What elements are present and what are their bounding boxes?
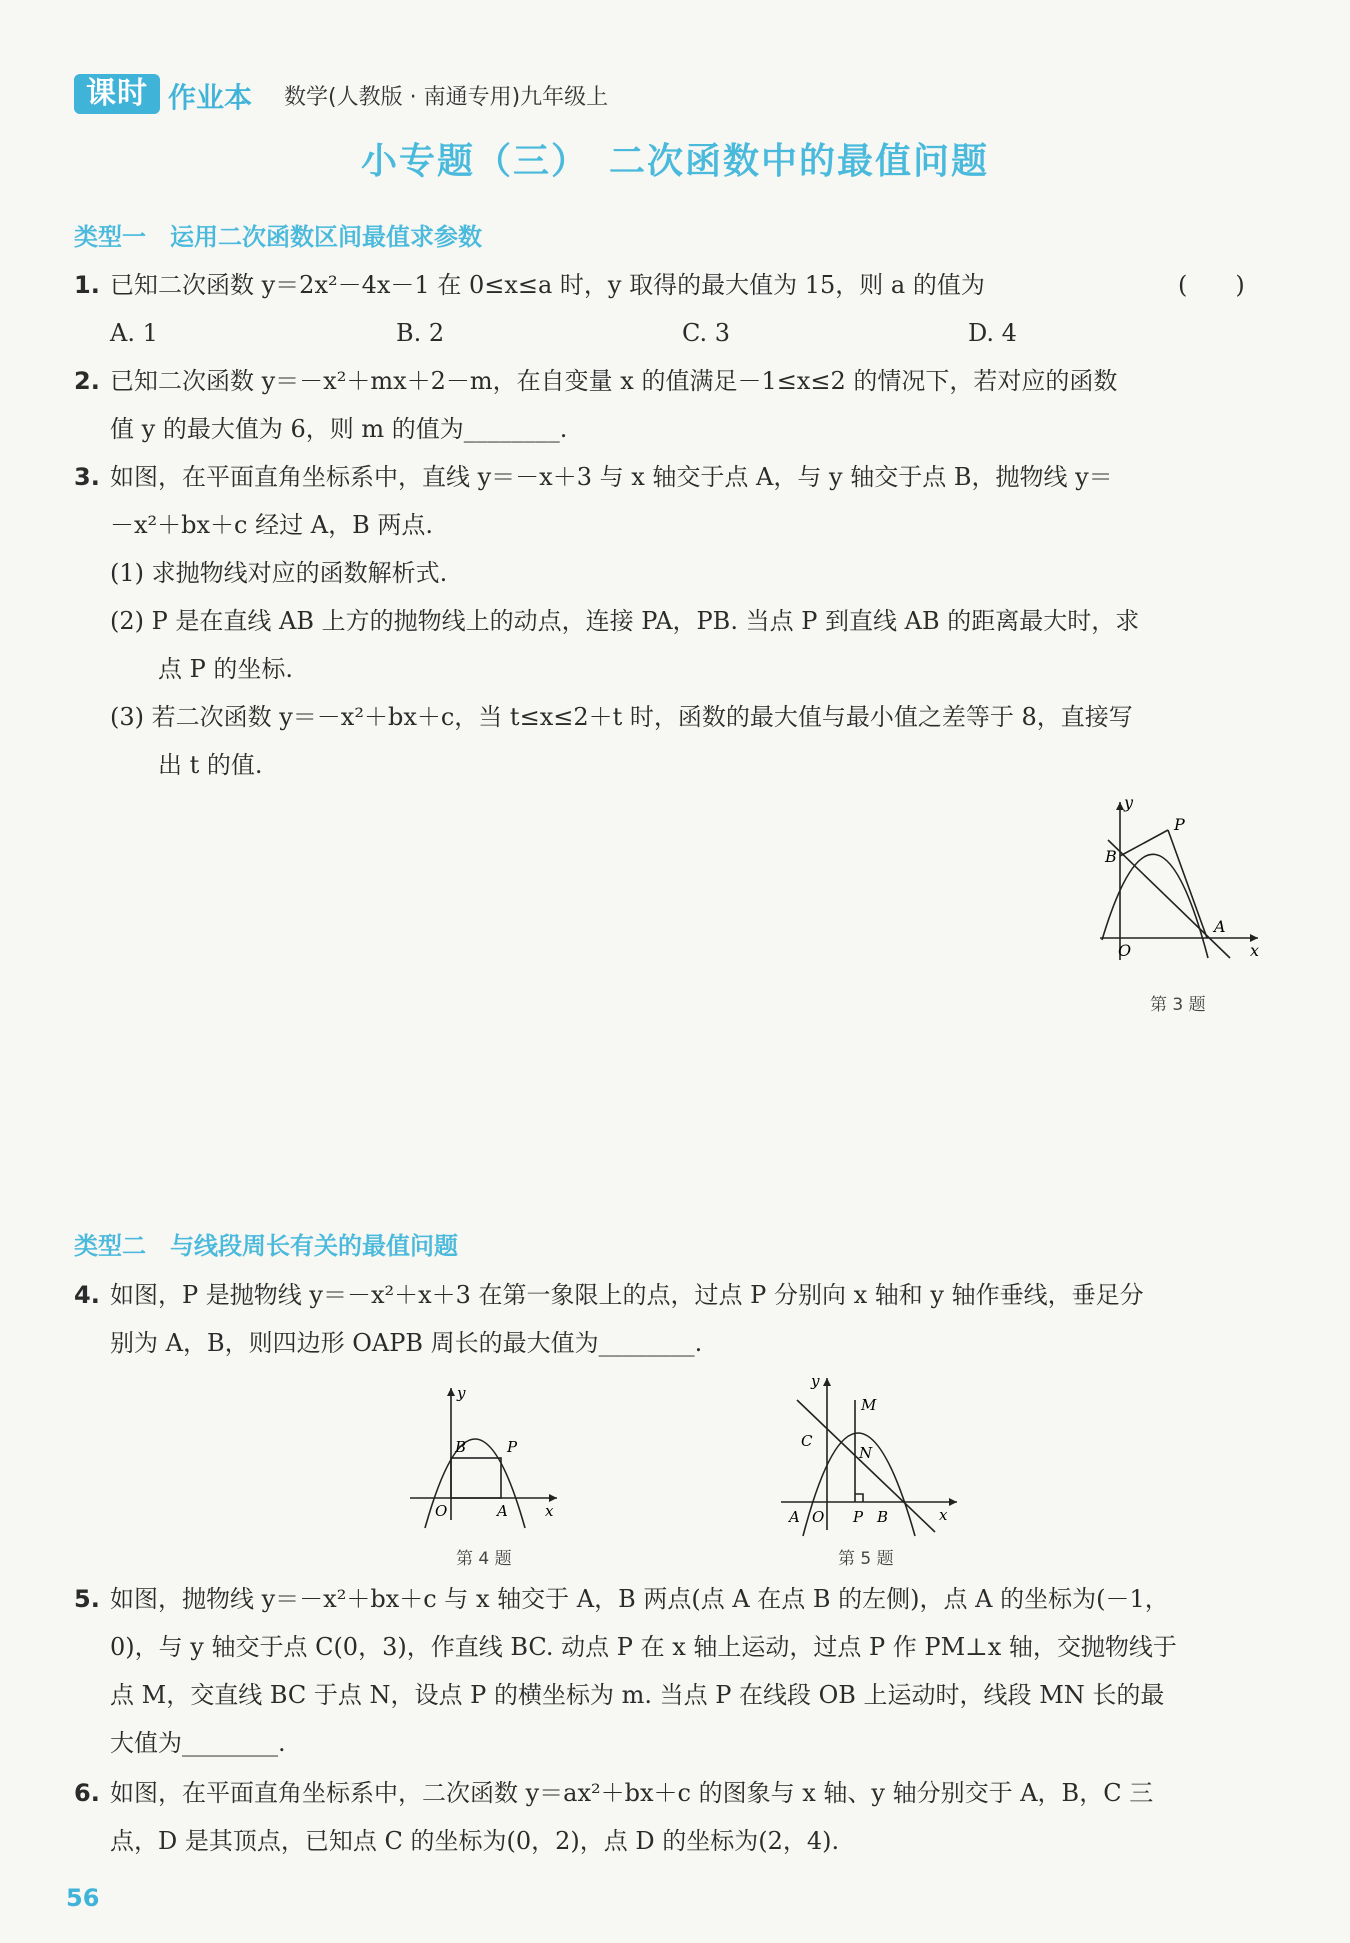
- problem-5-line-3: 点 M，交直线 BC 于点 N，设点 P 的横坐标为 m. 当点 P 在线段 OB 上运动时，线段 MN 长的最: [110, 1681, 1165, 1709]
- fig5-label-x: x: [939, 1506, 948, 1524]
- problem-2-number: 2.: [74, 367, 100, 395]
- fig5-label-y: y: [811, 1372, 820, 1390]
- fig5-label-p: P: [853, 1508, 864, 1526]
- problem-4-line-1: 如图，P 是抛物线 y＝－x²＋x＋3 在第一象限上的点，过点 P 分别向 x 轴和 y 轴作垂线，垂足分: [110, 1281, 1144, 1309]
- fig5-label-a: A: [789, 1508, 800, 1526]
- page-title: 小专题（三） 二次函数中的最值问题: [360, 141, 989, 182]
- fig4-label-o: O: [435, 1502, 448, 1520]
- figure-4-caption: 第 4 题: [456, 1549, 512, 1569]
- problem-2-line-2: 值 y 的最大值为 6，则 m 的值为________.: [110, 415, 568, 443]
- problem-1-number: 1.: [74, 271, 100, 299]
- fig3-label-y: y: [1124, 793, 1134, 812]
- fig5-label-c: C: [801, 1432, 813, 1450]
- brand-badge: 课时: [74, 74, 160, 114]
- problem-6-line-1: 如图，在平面直角坐标系中，二次函数 y＝ax²＋bx＋c 的图象与 x 轴、y 轴分别交于 A，B，C 三: [110, 1779, 1154, 1807]
- fig3-label-b: B: [1105, 847, 1117, 866]
- figure-5: [775, 1370, 965, 1540]
- problem-1-text: 已知二次函数 y＝2x²－4x－1 在 0≤x≤a 时，y 取得的最大值为 15，则 a 的值为: [110, 271, 985, 299]
- problem-3-sub-3-line-2: 出 t 的值.: [158, 751, 263, 779]
- fig3-label-p: P: [1174, 815, 1185, 834]
- fig4-label-x: x: [545, 1502, 554, 1520]
- problem-3-sub-3-line-1: (3) 若二次函数 y＝－x²＋bx＋c，当 t≤x≤2＋t 时，函数的最大值与最小值之差等于 8，直接写: [110, 703, 1133, 731]
- problem-5-line-1: 如图，抛物线 y＝－x²＋bx＋c 与 x 轴交于 A，B 两点(点 A 在点 B 的左侧)，点 A 的坐标为(－1，: [110, 1585, 1169, 1613]
- problem-3-sub-2-line-1: (2) P 是在直线 AB 上方的抛物线上的动点，连接 PA，PB. 当点 P 到直线 AB 的距离最大时，求: [110, 607, 1140, 635]
- problem-3-sub-2-line-2: 点 P 的坐标.: [158, 655, 294, 683]
- problem-3-line-2: －x²＋bx＋c 经过 A，B 两点.: [110, 511, 433, 539]
- fig3-segment-pb: [1120, 830, 1168, 856]
- problem-5-number: 5.: [74, 1585, 100, 1613]
- problem-4-line-2: 别为 A，B，则四边形 OAPB 周长的最大值为________.: [110, 1329, 703, 1357]
- fig3-label-a: A: [1214, 917, 1226, 936]
- fig4-label-y: y: [457, 1384, 466, 1402]
- problem-6-line-2: 点，D 是其顶点，已知点 C 的坐标为(0，2)，点 D 的坐标为(2，4).: [110, 1827, 840, 1855]
- problem-1-choice-b: B. 2: [396, 319, 445, 347]
- section-heading-1: 类型一 运用二次函数区间最值求参数: [74, 223, 482, 251]
- problem-1-choice-d: D. 4: [968, 319, 1017, 347]
- brand-name: 作业本: [168, 81, 253, 114]
- problem-3-number: 3.: [74, 463, 100, 491]
- problem-5-line-2: 0)，与 y 轴交于点 C(0，3)，作直线 BC. 动点 P 在 x 轴上运动，过点 P 作 PM⊥x 轴，交抛物线于: [110, 1633, 1177, 1661]
- problem-1-choice-a: A. 1: [110, 319, 158, 347]
- fig5-label-n: N: [859, 1444, 873, 1462]
- problem-3-sub-1: (1) 求抛物线对应的函数解析式.: [110, 559, 448, 587]
- problem-1-choice-c: C. 3: [682, 319, 731, 347]
- page-number: 56: [66, 1884, 100, 1912]
- problem-6-number: 6.: [74, 1779, 100, 1807]
- problem-1-answer-bracket: ( ): [1178, 271, 1245, 299]
- problem-3-line-1: 如图，在平面直角坐标系中，直线 y＝－x＋3 与 x 轴交于点 A，与 y 轴交于点 B，抛物线 y＝: [110, 463, 1113, 491]
- fig5-label-o: O: [812, 1508, 825, 1526]
- fig3-label-x: x: [1250, 941, 1260, 960]
- problem-4-number: 4.: [74, 1281, 100, 1309]
- fig4-label-a: A: [497, 1502, 508, 1520]
- figure-5-caption: 第 5 题: [838, 1549, 894, 1569]
- fig4-label-p: P: [507, 1438, 518, 1456]
- problem-5-line-4: 大值为________.: [110, 1729, 286, 1757]
- fig4-label-b: B: [455, 1438, 467, 1456]
- problem-2-line-1: 已知二次函数 y＝－x²＋mx＋2－m，在自变量 x 的值满足－1≤x≤2 的情况下，若对应的函数: [110, 367, 1118, 395]
- figure-3: [1090, 790, 1270, 970]
- fig4-rectangle-oapb: [451, 1458, 501, 1498]
- figure-4: [405, 1380, 565, 1530]
- fig5-label-b: B: [877, 1508, 889, 1526]
- fig3-label-o: O: [1118, 941, 1132, 960]
- fig5-label-m: M: [861, 1396, 877, 1414]
- fig5-right-angle-mark: [855, 1494, 863, 1502]
- section-heading-2: 类型二 与线段周长有关的最值问题: [74, 1232, 458, 1260]
- figure-3-caption: 第 3 题: [1150, 995, 1206, 1015]
- book-subject: 数学(人教版 · 南通专用)九年级上: [284, 85, 609, 110]
- fig3-segment-pa: [1168, 830, 1207, 938]
